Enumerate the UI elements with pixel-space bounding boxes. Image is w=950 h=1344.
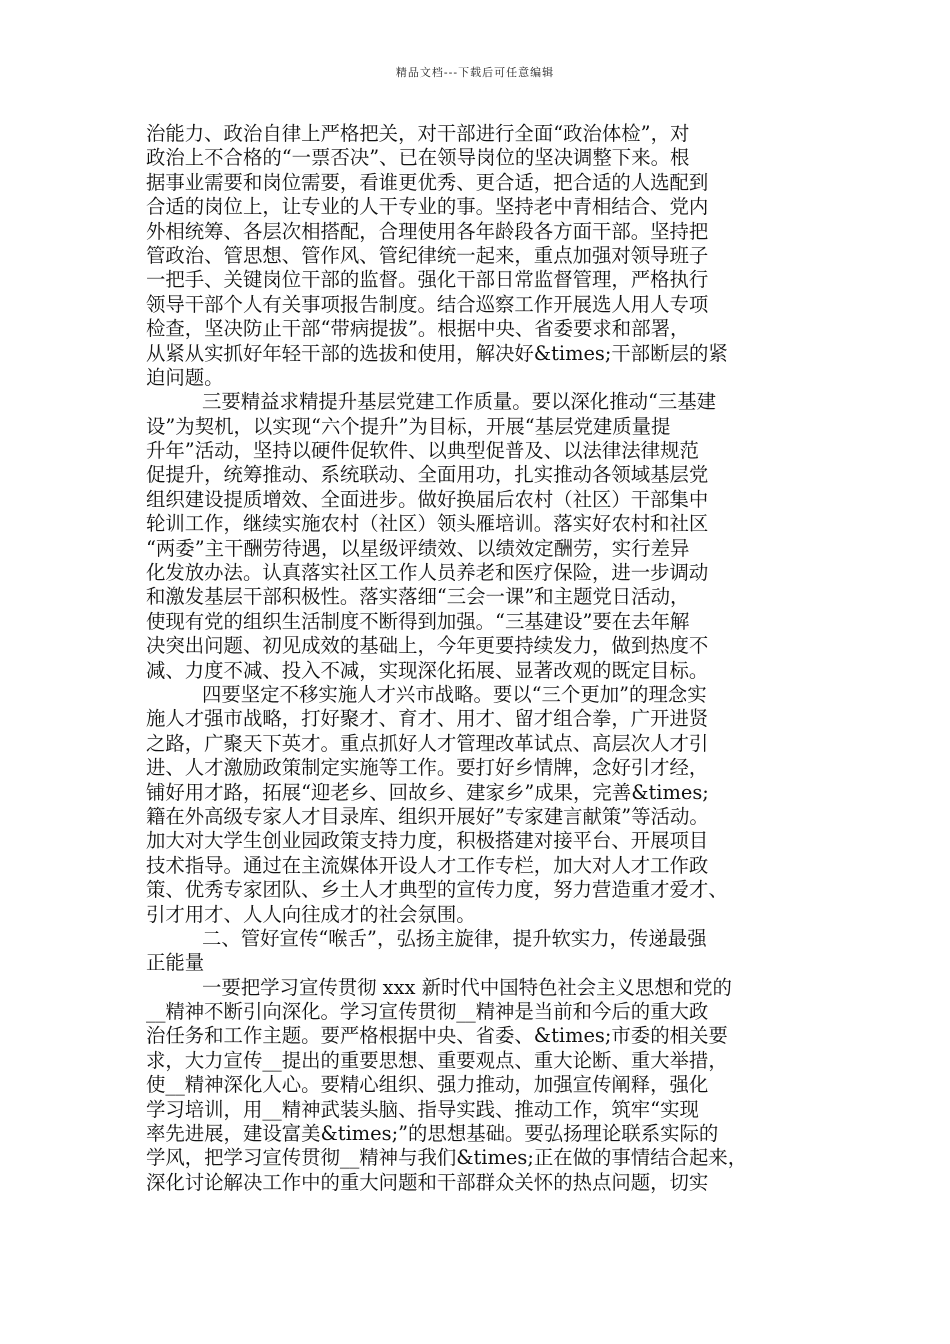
- text-line: 和激发基层干部积极性。落实落细“三会一课”和主题党日活动，: [146, 585, 690, 609]
- text-line: 治任务和工作主题。要严格根据中央、省委、&times;市委的相关要: [146, 1024, 728, 1048]
- text-line: 四要坚定不移实施人才兴市战略。要以“三个更加”的理念实: [202, 682, 707, 706]
- text-line: 领导干部个人有关事项报告制度。结合巡察工作开展选人用人专项: [146, 292, 709, 316]
- text-line: 引才用才、人人向往成才的社会氛围。: [146, 902, 476, 926]
- text-line: 管政治、管思想、管作风、管纪律统一起来，重点加强对领导班子: [146, 243, 709, 267]
- text-line: 使__精神深化人心。要精心组织、强力推动，加强宣传阐释，强化: [146, 1073, 709, 1097]
- text-line: 外相统筹、各层次相搭配，合理使用各年龄段各方面干部。坚持把: [146, 219, 709, 243]
- text-line: 进、人才激励政策制定实施等工作。要打好乡情牌，念好引才经，: [146, 756, 709, 780]
- text-line: 正能量: [146, 951, 205, 975]
- text-line: 深化讨论解决工作中的重大问题和干部群众关怀的热点问题，切实: [146, 1170, 709, 1194]
- text-line: 策、优秀专家团队、乡土人才典型的宣传力度，努力营造重才爱才、: [146, 878, 728, 902]
- text-line: 合适的岗位上，让专业的人干专业的事。坚持老中青相结合、党内: [146, 195, 709, 219]
- text-line: 轮训工作，继续实施农村（社区）领头雁培训。落实好农村和社区: [146, 512, 709, 536]
- text-line: 学风，把学习宣传贯彻__精神与我们&times;正在做的事情结合起来，: [146, 1146, 748, 1170]
- text-line: 迫问题。: [146, 365, 224, 389]
- text-line: 升年”活动，坚持以硬件促软件、以典型促普及、以法律法律规范: [146, 439, 699, 463]
- text-line: 组织建设提质增效、全面进步。做好换届后农村（社区）干部集中: [146, 487, 709, 511]
- text-line: 化发放办法。认真落实社区工作人员养老和医疗保险，进一步调动: [146, 561, 709, 585]
- text-line: __精神不断引向深化。学习宣传贯彻__精神是当前和今后的重大政: [146, 1000, 709, 1024]
- text-line: 技术指导。通过在主流媒体开设人才工作专栏，加大对人才工作政: [146, 853, 709, 877]
- text-line: 设”为契机，以实现“六个提升”为目标，开展“基层党建质量提: [146, 414, 671, 438]
- text-line: 决突出问题、初见成效的基础上，今年更要持续发力，做到热度不: [146, 634, 709, 658]
- text-line: 检查，坚决防止干部“带病提拔”。根据中央、省委要求和部署，: [146, 317, 690, 341]
- document-body: [146, 122, 814, 1195]
- text-line: 学习培训，用__精神武装头脑、指导实践、推动工作，筑牢“实现: [146, 1097, 699, 1121]
- text-line: 二、管好宣传“喉舌”，弘扬主旋律，提升软实力，传递最强: [202, 926, 707, 950]
- text-line: 治能力、政治自律上严格把关，对干部进行全面“政治体检”，对: [146, 122, 690, 145]
- text-line: 据事业需要和岗位需要，看谁更优秀、更合适，把合适的人选配到: [146, 170, 709, 194]
- text-line: “两委”主干酬劳待遇，以星级评绩效、以绩效定酬劳，实行差异: [146, 536, 690, 560]
- text-line: 从紧从实抓好年轻干部的选拔和使用，解决好&times;干部断层的紧: [146, 341, 728, 365]
- text-line: 施人才强市战略，打好聚才、育才、用才、留才组合拳，广开进贤: [146, 707, 709, 731]
- page-header: 精品文档---下载后可任意编辑: [395, 66, 555, 79]
- text-line: 促提升，统筹推动、系统联动、全面用功，扎实推动各领域基层党: [146, 463, 709, 487]
- text-line: 一要把学习宣传贯彻 xxx 新时代中国特色社会主义思想和党的: [202, 975, 732, 999]
- text-line: 三要精益求精提升基层党建工作质量。要以深化推动“三基建: [202, 390, 717, 414]
- text-line: 之路，广聚天下英才。重点抓好人才管理改革试点、高层次人才引: [146, 731, 709, 755]
- text-line: 铺好用才路，拓展“迎老乡、回故乡、建家乡”成果，完善&times;: [146, 780, 709, 804]
- text-line: 加大对大学生创业园政策支持力度，积极搭建对接平台、开展项目: [146, 829, 709, 853]
- text-line: 减、力度不减、投入不减，实现深化拓展、显著改观的既定目标。: [146, 658, 709, 682]
- text-line: 率先进展，建设富美&times;”的思想基础。要弘扬理论联系实际的: [146, 1122, 719, 1146]
- text-line: 使现有党的组织生活制度不断得到加强。“三基建设”要在去年解: [146, 609, 690, 633]
- text-line: 一把手、关键岗位干部的监督。强化干部日常监督管理，严格执行: [146, 268, 709, 292]
- text-line: 政治上不合格的“一票否决”、已在领导岗位的坚决调整下来。根: [146, 146, 690, 170]
- text-line: 籍在外高级专家人才目录库、组织开展好”专家建言献策”等活动。: [146, 804, 709, 828]
- text-line: 求，大力宣传__提出的重要思想、重要观点、重大论断、重大举措，: [146, 1048, 728, 1072]
